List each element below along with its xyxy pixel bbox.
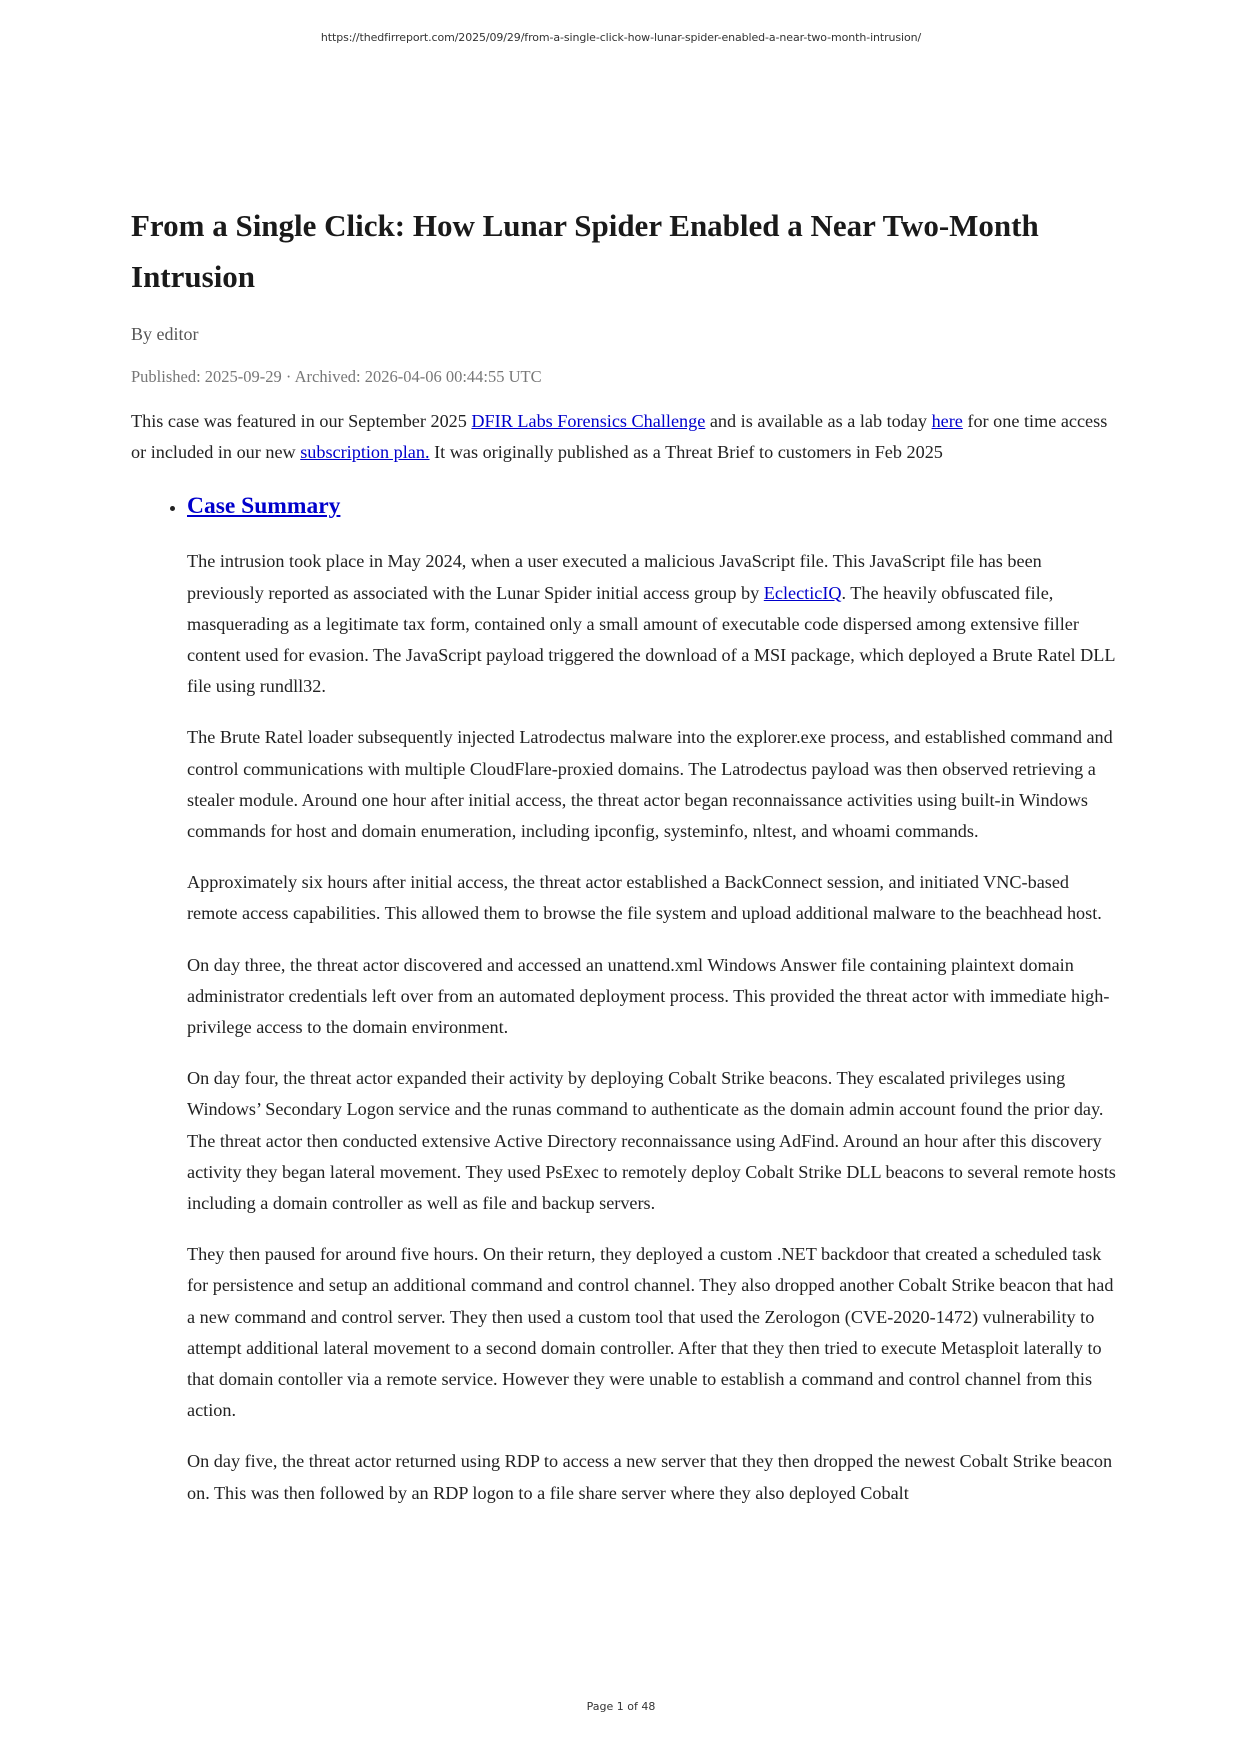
- section-item-case-summary: [187, 489, 1121, 1508]
- article-meta: Published: 2025-09-29 · Archived: 2026-04-06 00:44:55 UTC: [131, 367, 542, 386]
- article-title: From a Single Click: How Lunar Spider Enabled a Near Two-Month Intrusion: [131, 208, 1039, 294]
- intro-paragraph: [131, 406, 1121, 468]
- case-summary-link[interactable]: Case Summary: [187, 493, 341, 520]
- subscription-plan-link[interactable]: subscription plan.: [300, 442, 430, 463]
- article-content: [131, 200, 1121, 1509]
- intro-text-2: and is available as a lab today: [705, 411, 932, 431]
- intro-text-1: This case was featured in our September 2025: [131, 411, 472, 431]
- here-link[interactable]: here: [931, 411, 963, 431]
- summary-p1-text-2: . The heavily obfuscated file, masquerading as a legitimate tax form, contained only a small amount of executable code dispersed among extensive filler content used for evasion. The JavaScript payload triggered the download of a MSI package, which deployed a Brute Ratel DLL file using rundll32.: [187, 582, 1115, 697]
- summary-paragraph-2: The Brute Ratel loader subsequently injected Latrodectus malware into the explorer.exe process, and established command and control communications with multiple CloudFlare-proxied domains. The Latrodectus payload was then observed retrieving a stealer module. Around one hour after initial access, the threat actor began reconnaissance activities using built-in Windows commands for host and domain enumeration, including ipconfig, systeminfo, nltest, and whoami commands.: [187, 727, 1113, 842]
- intro-text-4: It was originally published as a Threat Brief to customers in Feb 2025: [429, 442, 943, 463]
- article-byline: By editor: [131, 324, 199, 344]
- summary-paragraph-7: On day five, the threat actor returned using RDP to access a new server that they then dropped the newest Cobalt Strike beacon on. This was then followed by an RDP logon to a file share server where they also deployed Cobalt: [187, 1451, 1113, 1503]
- case-summary-body: [187, 546, 1121, 1508]
- summary-paragraph-1: [187, 546, 1121, 702]
- summary-paragraph-3: Approximately six hours after initial access, the threat actor established a BackConnect session, and initiated VNC-based remote access capabilities. This allowed them to browse the file system and upload additional malware to the beachhead host.: [187, 872, 1102, 924]
- eclecticiq-link[interactable]: EclecticIQ: [763, 582, 842, 603]
- summary-p1-text-1: The intrusion took place in May 2024, when a user executed a malicious JavaScript file. This JavaScript file has been previously reported as associated with the Lunar Spider initial access group by: [187, 551, 1042, 603]
- case-summary-heading: [187, 489, 1121, 523]
- summary-paragraph-5: On day four, the threat actor expanded their activity by deploying Cobalt Strike beacons. They escalated privileges using Windows’ Secondary Logon service and the runas command to authenticate as the domain admin account found the prior day. The threat actor then conducted extensive Active Directory reconnaissance using AdFind. Around an hour after this discovery activity they began lateral movement. They used PsExec to remotely deploy Cobalt Strike DLL beacons to several remote hosts including a domain controller as well as file and backup servers.: [187, 1068, 1116, 1214]
- dfir-labs-challenge-link[interactable]: DFIR Labs Forensics Challenge: [471, 411, 706, 431]
- page-url-header: https://thedfirreport.com/2025/09/29/from-a-single-click-how-lunar-spider-enabled-a-near-two-month-intrusion/: [320, 31, 922, 44]
- summary-paragraph-4: On day three, the threat actor discovered and accessed an unattend.xml Windows Answer file containing plaintext domain administrator credentials left over from an automated deployment process. This provided the threat actor with immediate high-privilege access to the domain environment.: [187, 954, 1110, 1038]
- section-list: [131, 489, 1121, 1508]
- summary-paragraph-6: They then paused for around five hours. On their return, they deployed a custom .NET backdoor that created a scheduled task for persistence and setup an additional command and control channel. They also dropped another Cobalt Strike beacon that had a new command and control server. They then used a custom tool that used the Zerologon (CVE-2020-1472) vulnerability to attempt additional lateral movement to a second domain controller. After that they then tried to execute Metasploit laterally to that domain contoller via a remote service. However they were unable to establish a command and control channel from this action.: [187, 1244, 1114, 1421]
- intro-text-3: for one time access or included in our new: [131, 411, 1108, 463]
- page-number-footer: Page 1 of 48: [586, 1700, 656, 1713]
